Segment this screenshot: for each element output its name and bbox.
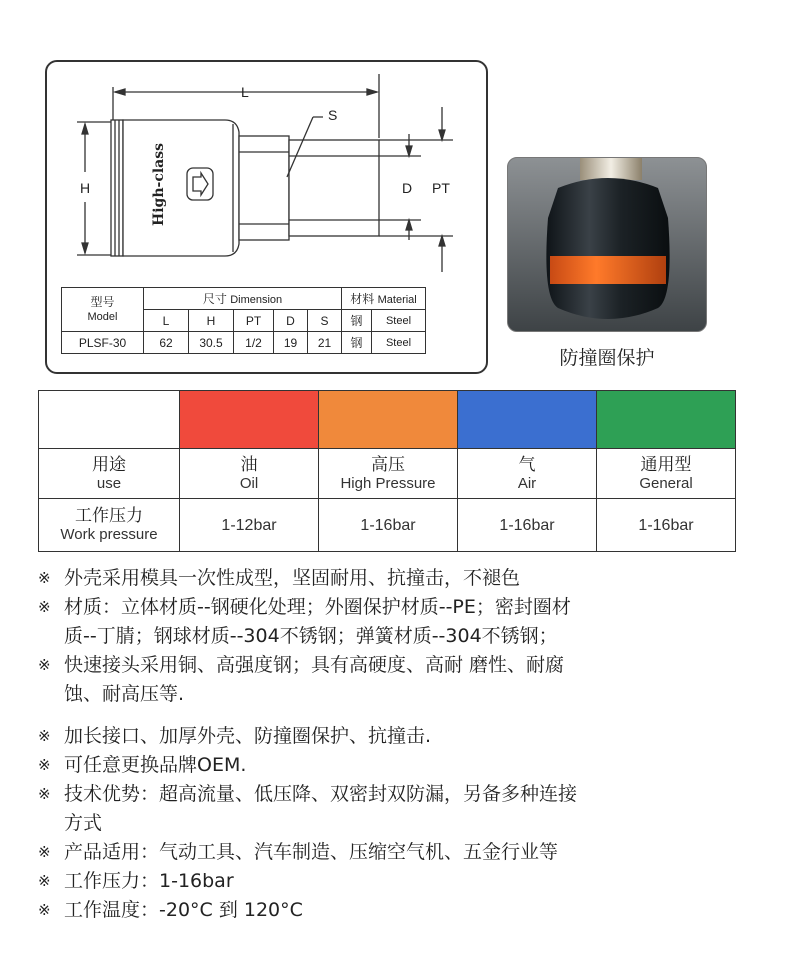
type-high-pressure-en: High Pressure [340, 474, 436, 492]
spec-panel [45, 60, 488, 374]
coupler-sleeve [546, 178, 669, 319]
material-header-en: Material [377, 294, 417, 306]
type-high-pressure [319, 449, 458, 499]
brand-engraving: High-class [151, 142, 167, 226]
coupler-thread [289, 140, 379, 236]
use-header-zh: 用途 [92, 454, 126, 475]
note-item [38, 651, 793, 680]
swatch-general [597, 391, 736, 449]
coupler-illustration [508, 158, 707, 332]
note-continuation [38, 680, 793, 709]
note-continuation [38, 809, 793, 838]
note-text: 快速接头采用铜、高强度钢；具有高硬度、高耐 磨性、耐腐 [64, 654, 565, 676]
pressure-general-value: 1-16bar [638, 517, 694, 534]
col-d: D [274, 310, 308, 332]
note-item [38, 564, 793, 593]
cell-d: 19 [274, 332, 308, 354]
note-text: 工作压力：1-16bar [64, 870, 234, 892]
model-header-en: Model [87, 311, 118, 323]
dimension-header [144, 288, 342, 310]
cell-material-zh: 钢 [342, 332, 372, 354]
dimension-header-en: Dimension [230, 294, 283, 306]
type-general-en: General [639, 474, 693, 492]
orange-protection-ring [550, 256, 666, 284]
note-text: 材质：立体材质--钢硬化处理；外圈保护材质--PE；密封圈材 [64, 596, 571, 618]
note-item [38, 780, 793, 809]
use-header [39, 449, 180, 499]
pressure-oil-value: 1-12bar [221, 517, 277, 534]
dim-label-h: H [80, 180, 91, 196]
note-mark: ※ [38, 843, 51, 861]
pressure-high-pressure [319, 499, 458, 552]
material-header-zh: 材料 [350, 292, 375, 306]
pressure-header [39, 499, 180, 552]
pressure-oil [180, 499, 319, 552]
note-mark: ※ [38, 598, 51, 616]
type-general [597, 449, 736, 499]
coupler-technical-drawing [47, 62, 488, 287]
blank-corner-cell [39, 391, 180, 449]
h-arrow-bottom [82, 243, 88, 253]
dim-label-l: L [241, 84, 249, 100]
pressure-air [458, 499, 597, 552]
type-oil-zh: 油 [240, 454, 258, 475]
cell-h: 30.5 [189, 332, 234, 354]
swatch-high-pressure [319, 391, 458, 449]
note-mark: ※ [38, 656, 51, 674]
note-mark: ※ [38, 569, 51, 587]
note-text: 外壳采用模具一次性成型，坚固耐用、抗撞击，不褪色 [64, 567, 521, 589]
pressure-header-zh: 工作压力 [75, 506, 143, 526]
note-text: 加长接口、加厚外壳、防撞圈保护、抗撞击. [64, 725, 432, 747]
l-arrow-left [115, 89, 125, 95]
note-continuation [38, 622, 793, 651]
dim-label-s: S [328, 107, 338, 123]
note-text: 技术优势：超高流量、低压降、双密封双防漏，另备多种连接 [64, 783, 578, 805]
feature-notes [38, 564, 793, 925]
col-s: S [308, 310, 342, 332]
coupler-collar [111, 120, 123, 256]
col-material-zh: 钢 [342, 310, 372, 332]
pt-arrow-top [439, 130, 445, 140]
photo-caption: 防撞圈保护 [559, 347, 655, 369]
pressure-air-value: 1-16bar [499, 517, 555, 534]
swatch-oil [180, 391, 319, 449]
cell-pt: 1/2 [234, 332, 274, 354]
note-text: 蚀、耐高压等. [64, 683, 185, 705]
note-mark: ※ [38, 756, 51, 774]
type-air-en: Air [517, 474, 537, 492]
type-air [458, 449, 597, 499]
note-item [38, 751, 793, 780]
dim-label-pt: PT [432, 180, 450, 196]
color-table [38, 390, 736, 552]
spec-table [61, 287, 426, 354]
cell-model: PLSF-30 [62, 332, 144, 354]
pt-arrow-bottom [439, 236, 445, 246]
note-mark: ※ [38, 727, 51, 745]
note-item [38, 722, 793, 751]
type-high-pressure-zh: 高压 [371, 454, 405, 475]
note-text: 方式 [64, 812, 103, 834]
col-pt: PT [234, 310, 274, 332]
type-air-zh: 气 [518, 454, 536, 475]
type-oil [180, 449, 319, 499]
h-arrow-top [82, 124, 88, 134]
col-l: L [144, 310, 189, 332]
note-text: 工作温度：-20°C 到 120°C [64, 899, 303, 921]
note-item [38, 896, 793, 925]
pressure-general [597, 499, 736, 552]
use-header-en: use [96, 474, 122, 492]
cell-s: 21 [308, 332, 342, 354]
dim-label-d: D [402, 180, 413, 196]
cell-l: 62 [144, 332, 189, 354]
coupler-body [123, 120, 239, 256]
l-arrow-right [367, 89, 377, 95]
material-header [342, 288, 426, 310]
fitting-top [580, 158, 642, 180]
pressure-header-en: Work pressure [60, 526, 158, 543]
cell-material-en: Steel [372, 332, 426, 354]
swatch-air [458, 391, 597, 449]
note-mark: ※ [38, 785, 51, 803]
product-photo [507, 157, 707, 332]
note-mark: ※ [38, 901, 51, 919]
d-arrow-bottom [406, 220, 412, 230]
note-item [38, 867, 793, 896]
note-item [38, 593, 793, 622]
col-h: H [189, 310, 234, 332]
note-text: 可任意更换品牌OEM. [64, 754, 247, 776]
note-text: 产品适用：气动工具、汽车制造、压缩空气机、五金行业等 [64, 841, 559, 863]
dimension-header-zh: 尺寸 [202, 292, 227, 306]
d-arrow-top [406, 146, 412, 156]
pressure-high-pressure-value: 1-16bar [360, 517, 416, 534]
type-oil-en: Oil [239, 474, 259, 492]
note-item [38, 838, 793, 867]
col-material-en: Steel [372, 310, 426, 332]
type-general-zh: 通用型 [640, 454, 692, 475]
note-mark: ※ [38, 872, 51, 890]
note-text: 质--丁腈；钢球材质--304不锈钢；弹簧材质--304不锈钢； [64, 625, 558, 647]
model-header [62, 288, 144, 332]
model-header-zh: 型号 [90, 295, 115, 309]
